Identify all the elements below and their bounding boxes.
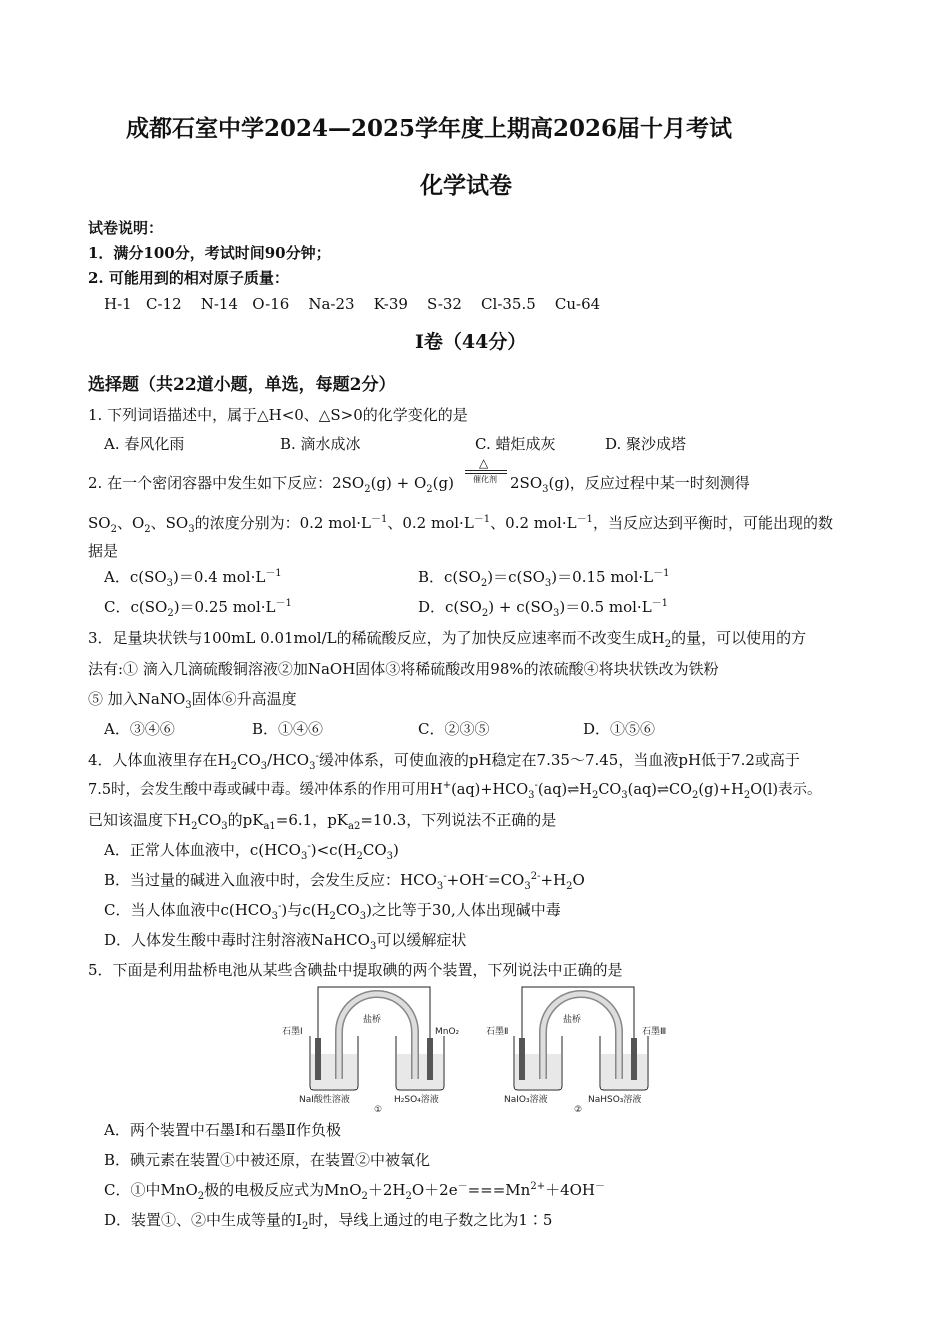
q1-option-a: A. 春风化雨 [104,435,185,453]
section-title: I卷（44分） [415,331,527,353]
q2-option-b: B．$c(SO_2)=c(SO_3)=0.15$ $mol\cdot L^{-1}$ [418,568,670,589]
exam-title: 成都石室中学2024—2025学年度上期高2026届十月考试 [126,115,733,142]
q2-stem-end: $2SO_3(g)$，反应过程中某一时刻测得 [510,474,750,495]
q1-stem: 1. 下列词语描述中，属于△H<0、△S>0的化学变化的是 [88,406,468,424]
atomic-masses: H-1 C-12 N-14 O-16 Na-23 K-39 S-32 Cl-35.5 Cu-64 [104,295,601,313]
fig1-number: ① [374,1105,383,1114]
q3-option-b: B．①④⑥ [252,720,324,738]
q3-option-d: D．①⑤⑥ [583,720,656,738]
galvanic-cell-figure-2 [484,984,684,1114]
q1-option-b: B. 滴水成冰 [280,435,361,453]
fig2-left-solution: NaIO₃溶液 [504,1095,548,1105]
instructions-line2: 2. 可能用到的相对原子质量： [88,269,289,287]
choice-header: 选择题（共22道小题，单选，每题2分） [88,375,396,395]
fig2-number: ② [574,1105,583,1114]
q3-line3: ⑤ 加入NaNO$_3$固体⑥升高温度 [88,690,297,711]
instructions-line1: 1．满分100分，考试时间90分钟； [88,244,331,262]
q2-option-a: A．$c(SO_3)=0.4$ $mol\cdot L^{-1}$ [104,568,282,589]
q1-option-d: D. 聚沙成塔 [605,435,687,453]
q5-option-b: B．碘元素在装置①中被还原，在装置②中被氧化 [104,1151,431,1169]
q2-line3: 据是 [88,542,119,560]
instructions-header: 试卷说明： [88,219,164,237]
fig2-right-electrode: 石墨Ⅲ [642,1027,667,1037]
q3-option-c: C．②③⑤ [418,720,490,738]
fig2-bridge: 盐桥 [563,1015,582,1025]
q2-option-d: D．$c(SO_2) + c(SO_3)=0.5$ $mol\cdot L^{-1}$ [418,598,669,619]
fig1-right-electrode: MnO₂ [435,1027,460,1037]
q4-line1: 4．人体血液里存在$H_2CO_3/HCO_3^-$缓冲体系，可使血液的pH稳定在7.35～7.45，当血液pH低于7.2或高于 [88,751,800,772]
q3-line1: 3．足量块状铁与100mL 0.01mol/L的稀硫酸反应，为了加快反应速率而不改变生成$H_2$的量，可以使用的方 [88,629,807,650]
q5-option-a: A．两个装置中石墨Ⅰ和石墨Ⅱ作负极 [104,1121,341,1139]
q5-stem: 5．下面是利用盐桥电池从某些含碘盐中提取碘的两个装置，下列说法中正确的是 [88,961,623,979]
fig1-left-solution: NaI酸性溶液 [299,1095,350,1105]
fig1-bridge: 盐桥 [363,1015,382,1025]
q4-line3: 已知该温度下$H_2CO_3$的$pK_{a1}=6.1$，$pK_{a2}=10.3$，下列说法不正确的是 [88,811,557,832]
galvanic-cell-figure-1 [282,984,472,1114]
q5-option-c: C．①中MnO$_2$极的电极反应式为$MnO_2+2H_2O+2e^-===Mn^{2+}+4OH^-$ [104,1181,606,1202]
fig2-left-electrode: 石墨Ⅱ [486,1027,509,1037]
q4-option-d: D．人体发生酸中毒时注射溶液NaHCO$_3$可以缓解症状 [104,931,467,952]
q2-stem: 2. 在一个密闭容器中发生如下反应：$2SO_2(g) + O_2(g)$ [88,474,454,495]
q2-line2: $SO_2$、$O_2$、$SO_3$的浓度分别为：0.2 $mol\cdot L^{-1}$、0.2 $mol\cdot L^{-1}$、0.2 $mol\cdot L^{-1}$，当反应达到平衡时，可能出现的数 [88,514,833,535]
q3-line2: 法有:① 滴入几滴硫酸铜溶液②加NaOH固体③将稀硫酸改用98%的浓硫酸④将块状铁改为铁粉 [88,660,719,678]
exam-subject: 化学试卷 [420,172,512,199]
q4-line2: 7.5时，会发生酸中毒或碱中毒。缓冲体系的作用可用$H^+(aq)+HCO_3^-(aq)\rightleftharpoons H_2CO_3(aq)\rightleftharpoons CO_2(g)+H_2O(l)$表示。 [88,780,822,801]
q4-option-c: C．当人体血液中$c(HCO_3^-)$与$c(H_2CO_3)$之比等于30,人体出现碱中毒 [104,901,561,922]
q2-option-c: C．$c(SO_2)=0.25$ $mol\cdot L^{-1}$ [104,598,292,619]
q1-option-c: C. 蜡炬成灰 [475,435,556,453]
fig1-right-solution: H₂SO₄溶液 [394,1095,439,1105]
q4-option-a: A．正常人体血液中，$c(HCO_3^-)<c(H_2CO_3)$ [104,841,399,862]
reaction-arrow: △ 催化剂 [463,457,509,487]
fig1-left-electrode: 石墨Ⅰ [282,1027,303,1037]
q4-option-b: B．当过量的碱进入血液中时，会发生反应：$HCO_3^-+OH^-=CO_3^{2-}+H_2O$ [104,871,585,892]
q5-option-d: D．装置①、②中生成等量的$I_2$时，导线上通过的电子数之比为1∶5 [104,1211,553,1232]
q3-option-a: A．③④⑥ [104,720,175,738]
fig2-right-solution: NaHSO₃溶液 [588,1095,642,1105]
